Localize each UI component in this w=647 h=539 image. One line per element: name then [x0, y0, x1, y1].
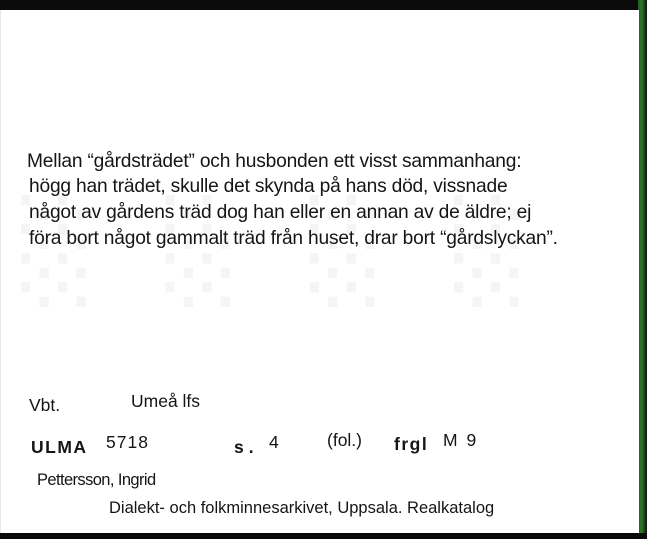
catalog-card — [0, 10, 639, 533]
s-value: 4 — [269, 432, 279, 452]
vbt-label: Vbt. — [29, 395, 61, 415]
fol-label: (fol.) — [327, 430, 362, 450]
card-text-line-2: högg han trädet, skulle det skynda på hans död, vissnade — [29, 176, 508, 197]
card-text-line-3: något av gårdens träd dog han eller en annan av de äldre; ej — [29, 202, 532, 223]
collector-name: Pettersson, Ingrid — [37, 471, 156, 489]
frgl-label: frgl — [394, 434, 429, 454]
scan-bottom-edge — [0, 533, 647, 539]
s-label: s. — [234, 437, 259, 457]
bleed-through-texture — [1, 10, 639, 533]
frgl-value: M 9 — [443, 430, 479, 450]
scan-right-edge — [638, 0, 647, 539]
vbt-value: Umeå lfs — [131, 391, 201, 411]
archive-footer: Dialekt- och folkminnesarkivet, Uppsala. Realkatalog — [109, 499, 495, 517]
ulma-label: ULMA — [31, 437, 88, 457]
scan-top-edge — [0, 0, 647, 10]
ulma-number: 5718 — [106, 432, 149, 452]
card-text-line-4: föra bort något gammalt träd från huset, drar bort “gårdslyckan”. — [29, 228, 558, 249]
card-text-line-1: Mellan “gårdsträdet” och husbonden ett visst sammanhang: — [27, 151, 522, 172]
